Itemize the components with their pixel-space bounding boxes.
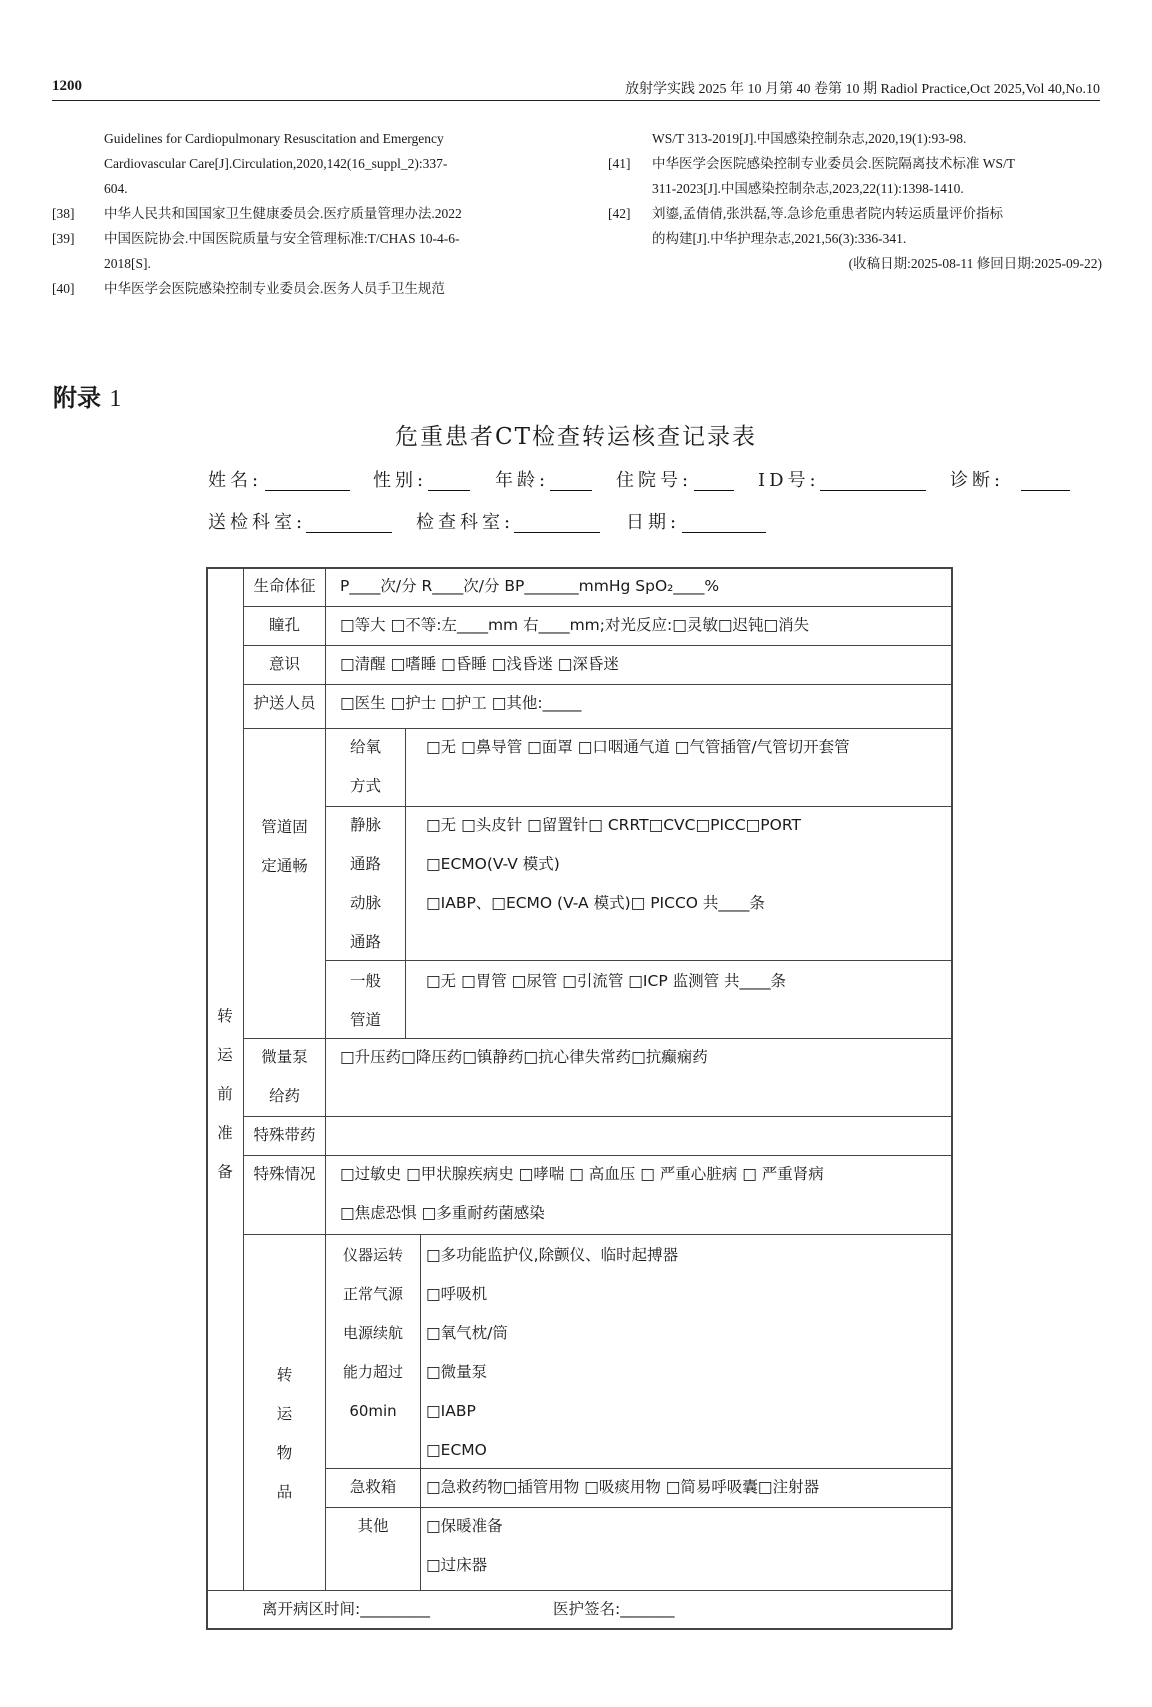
ref-37-line-2: Cardiovascular Care[J].Circulation,2020,142(16_suppl_2):337- bbox=[104, 156, 448, 171]
oxygen-label-line-2: 方式 bbox=[349, 777, 381, 795]
oxygen-label-line-1: 给氧 bbox=[349, 738, 381, 756]
escort-value[interactable]: □医生 □护士 □护工 □其他:_____ bbox=[340, 694, 582, 712]
pump-value[interactable]: □升压药□降压药□镇静药□抗心律失常药□抗癫痫药 bbox=[340, 1048, 708, 1066]
firstaid-value[interactable]: □急救药物□插管用物 □吸痰用物 □简易呼吸囊□注射器 bbox=[426, 1478, 820, 1496]
section-prep-char-4: 准 bbox=[217, 1124, 233, 1142]
ref-41-line-1: 中华医学会医院感染控制专业委员会.医院隔离技术标准 WS/T bbox=[652, 156, 1015, 171]
section-items-char-1: 转 bbox=[276, 1366, 293, 1384]
vitals-value[interactable]: P____次/分 R____次/分 BP_______mmHg SpO₂____% bbox=[340, 577, 720, 595]
section-items-char-2: 运 bbox=[276, 1405, 293, 1423]
received-dates: (收稿日期:2025-08-11 修回日期:2025-09-22) bbox=[848, 256, 1102, 271]
device-value-6[interactable]: □ECMO bbox=[426, 1441, 487, 1459]
form-title: 危重患者CT检查转运核查记录表 bbox=[395, 424, 757, 450]
vascular-value-line-2[interactable]: □ECMO(V-V 模式) bbox=[426, 855, 560, 873]
other-label: 其他 bbox=[357, 1517, 389, 1535]
special-cond-value-line-2[interactable]: □焦虑恐惧 □多重耐药菌感染 bbox=[340, 1204, 545, 1222]
field-sending-dept-label: 送检科室: bbox=[208, 512, 307, 533]
ref-39-line-2: 2018[S]. bbox=[104, 256, 151, 271]
ref-39-number: [39] bbox=[52, 231, 75, 246]
device-label-line-3: 电源续航 bbox=[342, 1324, 403, 1342]
signature-field[interactable]: 医护签名:_______ bbox=[553, 1600, 675, 1618]
device-label-line-1: 仪器运转 bbox=[342, 1246, 403, 1264]
section-prep-char-3: 前 bbox=[217, 1085, 233, 1103]
field-id-label: ID号: bbox=[758, 470, 820, 491]
conscious-value[interactable]: □清醒 □嗜睡 □昏睡 □浅昏迷 □深昏迷 bbox=[340, 655, 619, 673]
section-items-char-4: 品 bbox=[276, 1483, 293, 1501]
field-age-label: 年龄: bbox=[495, 470, 550, 491]
ref-39-line-1: 中国医院协会.中国医院质量与安全管理标准:T/CHAS 10-4-6- bbox=[104, 231, 460, 246]
other-value-1[interactable]: □保暖准备 bbox=[426, 1517, 503, 1535]
field-name-label: 姓名: bbox=[208, 470, 263, 491]
ref-42-line-1: 刘鎏,孟倩倩,张洪磊,等.急诊危重患者院内转运质量评价指标 bbox=[652, 206, 1003, 221]
ref-41-line-2: 311-2023[J].中国感染控制杂志,2023,22(11):1398-1410. bbox=[652, 181, 964, 196]
tube-label-line-2: 定通畅 bbox=[261, 857, 308, 875]
pupil-label: 瞳孔 bbox=[268, 616, 300, 634]
ref-42-line-2: 的构建[J].中华护理杂志,2021,56(3):336-341. bbox=[652, 231, 907, 246]
ref-40-line-2: WS/T 313-2019[J].中国感染控制杂志,2020,19(1):93-98. bbox=[652, 131, 967, 146]
escort-label: 护送人员 bbox=[253, 694, 316, 712]
general-tube-value[interactable]: □无 □胃管 □尿管 □引流管 □ICP 监测管 共____条 bbox=[426, 972, 787, 990]
vascular-label-line-2: 通路 bbox=[349, 855, 381, 873]
field-sex-label: 性别: bbox=[373, 470, 428, 491]
pump-label-line-2: 给药 bbox=[268, 1087, 300, 1105]
conscious-label: 意识 bbox=[268, 655, 300, 673]
device-label-line-2: 正常气源 bbox=[342, 1285, 403, 1303]
device-value-1[interactable]: □多功能监护仪,除颤仪、临时起搏器 bbox=[426, 1246, 679, 1264]
appendix-number: 1 bbox=[109, 386, 122, 412]
device-value-5[interactable]: □IABP bbox=[426, 1402, 476, 1420]
device-label-line-5: 60min bbox=[349, 1402, 397, 1420]
general-tube-label-line-1: 一般 bbox=[349, 972, 381, 990]
ref-40-number: [40] bbox=[52, 281, 75, 296]
journal-header: 放射学实践 2025 年 10 月第 40 卷第 10 期 Radiol Practice,Oct 2025,Vol 40,No.10 bbox=[625, 82, 1100, 97]
appendix-label: 附录 bbox=[53, 384, 101, 412]
vascular-value-line-1[interactable]: □无 □头皮针 □留置针□ CRRT□CVC□PICC□PORT bbox=[426, 816, 801, 834]
special-cond-value-line-1[interactable]: □过敏史 □甲状腺疾病史 □哮喘 □ 高血压 □ 严重心脏病 □ 严重肾病 bbox=[340, 1165, 824, 1183]
special-cond-label: 特殊情况 bbox=[253, 1165, 316, 1183]
ref-38-number: [38] bbox=[52, 206, 75, 221]
oxygen-value[interactable]: □无 □鼻导管 □面罩 □口咽通气道 □气管插管/气管切开套管 bbox=[426, 738, 850, 756]
firstaid-label: 急救箱 bbox=[349, 1478, 397, 1496]
ref-42-number: [42] bbox=[608, 206, 631, 221]
pump-label-line-1: 微量泵 bbox=[261, 1048, 308, 1066]
vascular-label-line-4: 通路 bbox=[349, 933, 381, 951]
field-admission-label: 住院号: bbox=[616, 470, 693, 491]
vitals-label: 生命体征 bbox=[253, 577, 316, 595]
ref-41-number: [41] bbox=[608, 156, 631, 171]
section-items-char-3: 物 bbox=[276, 1444, 293, 1462]
leave-time-field[interactable]: 离开病区时间:_________ bbox=[262, 1600, 430, 1618]
device-value-3[interactable]: □氧气枕/筒 bbox=[426, 1324, 508, 1342]
special-drug-label: 特殊带药 bbox=[253, 1126, 316, 1144]
section-prep-char-1: 转 bbox=[217, 1007, 233, 1025]
page-number: 1200 bbox=[52, 78, 82, 94]
general-tube-label-line-2: 管道 bbox=[349, 1011, 381, 1029]
device-label-line-4: 能力超过 bbox=[342, 1363, 403, 1381]
device-value-4[interactable]: □微量泵 bbox=[426, 1363, 488, 1381]
ref-37-line-1: Guidelines for Cardiopulmonary Resuscitation and Emergency bbox=[104, 131, 444, 146]
device-value-2[interactable]: □呼吸机 bbox=[426, 1285, 488, 1303]
other-value-2[interactable]: □过床器 bbox=[426, 1556, 488, 1574]
ref-38-line-1: 中华人民共和国国家卫生健康委员会.医疗质量管理办法.2022 bbox=[104, 206, 462, 221]
field-date-label: 日期: bbox=[626, 512, 681, 533]
vascular-label-line-3: 动脉 bbox=[349, 894, 381, 912]
pupil-value[interactable]: □等大 □不等:左____mm 右____mm;对光反应:□灵敏□迟钝□消失 bbox=[340, 616, 810, 634]
field-exam-dept-label: 检查科室: bbox=[416, 512, 515, 533]
ref-40-line-1: 中华医学会医院感染控制专业委员会.医务人员手卫生规范 bbox=[104, 281, 445, 296]
section-prep-char-2: 运 bbox=[217, 1046, 233, 1064]
vascular-value-line-3[interactable]: □IABP、□ECMO (V-A 模式)□ PICCO 共____条 bbox=[426, 894, 765, 912]
field-diagnosis-label: 诊断: bbox=[950, 470, 1005, 491]
tube-label-line-1: 管道固 bbox=[261, 818, 308, 836]
ref-37-line-3: 604. bbox=[104, 181, 128, 196]
vascular-label-line-1: 静脉 bbox=[349, 816, 381, 834]
section-prep-char-5: 备 bbox=[217, 1163, 233, 1181]
